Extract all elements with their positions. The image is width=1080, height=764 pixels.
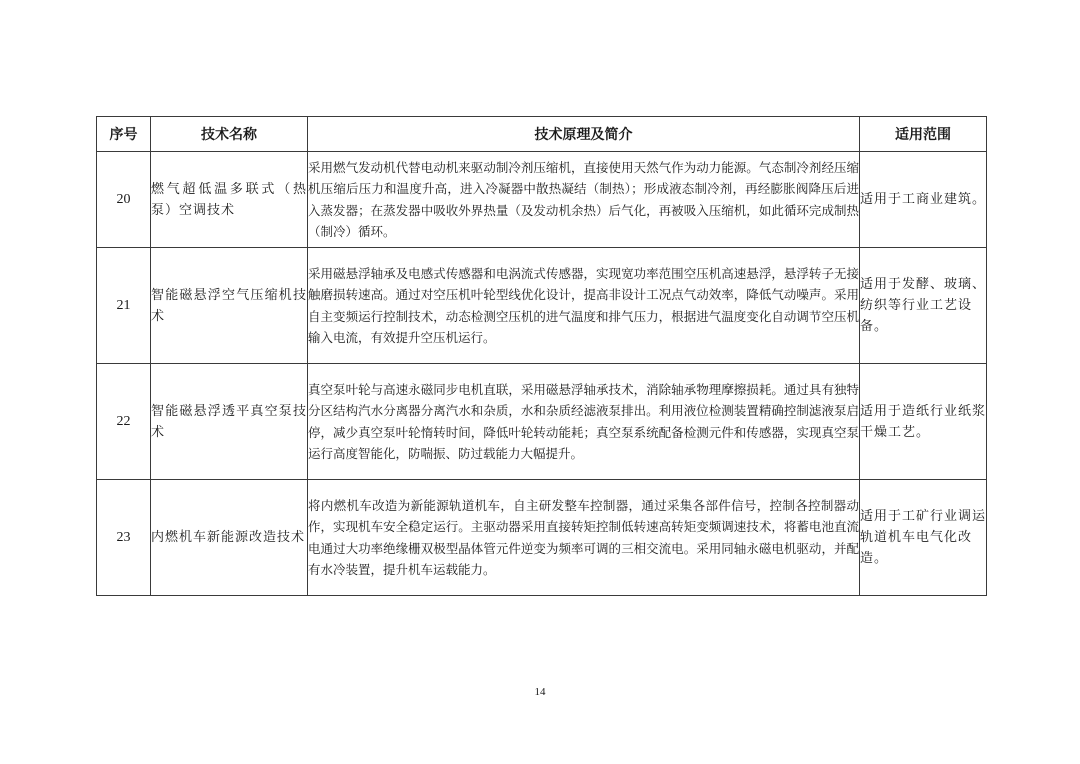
row-application-scope: 适用于工矿行业调运轨道机车电气化改造。 [860, 480, 987, 596]
table-header-row [97, 117, 987, 152]
header-technology-name: 技术名称 [151, 117, 308, 152]
row-application-scope: 适用于发酵、玻璃、纺织等行业工艺设备。 [860, 248, 987, 364]
row-serial-number: 22 [97, 364, 151, 480]
technology-table [96, 116, 987, 596]
row-application-scope: 适用于造纸行业纸浆干燥工艺。 [860, 364, 987, 480]
row-technology-name: 内燃机车新能源改造技术 [151, 480, 308, 596]
row-technology-name: 智能磁悬浮空气压缩机技术 [151, 248, 308, 364]
row-technology-name: 智能磁悬浮透平真空泵技术 [151, 364, 308, 480]
header-application-scope: 适用范围 [860, 117, 987, 152]
table-row [97, 152, 987, 248]
header-principle-description: 技术原理及简介 [308, 117, 860, 152]
table-row [97, 480, 987, 596]
table-row [97, 364, 987, 480]
row-technology-name: 燃气超低温多联式（热泵）空调技术 [151, 152, 308, 248]
row-serial-number: 20 [97, 152, 151, 248]
table-row [97, 248, 987, 364]
row-principle-description: 采用磁悬浮轴承及电感式传感器和电涡流式传感器，实现宽功率范围空压机高速悬浮，悬浮转子无接触磨损转速高。通过对空压机叶轮型线优化设计，提高非设计工况点气动效率，降低气动噪声。采用自主变频运行控制技术，动态检测空压机的进气温度和排气压力，根据进气温度变化自动调节空压机输入电流，有效提升空压机运行。 [308, 248, 860, 364]
row-principle-description: 真空泵叶轮与高速永磁同步电机直联，采用磁悬浮轴承技术，消除轴承物理摩擦损耗。通过具有独特分区结构汽水分离器分离汽水和杂质，水和杂质经滤液泵排出。利用液位检测装置精确控制滤液泵启停，减少真空泵叶轮惰转时间，降低叶轮转动能耗；真空泵系统配备检测元件和传感器，实现真空泵运行高度智能化，防喘振、防过载能力大幅提升。 [308, 364, 860, 480]
row-serial-number: 23 [97, 480, 151, 596]
row-principle-description: 采用燃气发动机代替电动机来驱动制冷剂压缩机，直接使用天然气作为动力能源。气态制冷剂经压缩机压缩后压力和温度升高，进入冷凝器中散热凝结（制热）；形成液态制冷剂，再经膨胀阀降压后进入蒸发器；在蒸发器中吸收外界热量（及发动机余热）后气化，再被吸入压缩机，如此循环完成制热（制冷）循环。 [308, 152, 860, 248]
row-serial-number: 21 [97, 248, 151, 364]
page-number: 14 [534, 686, 546, 698]
header-serial-number: 序号 [97, 117, 151, 152]
row-application-scope: 适用于工商业建筑。 [860, 152, 987, 248]
row-principle-description: 将内燃机车改造为新能源轨道机车，自主研发整车控制器，通过采集各部件信号，控制各控制器动作，实现机车安全稳定运行。主驱动器采用直接转矩控制低转速高转矩变频调速技术，将蓄电池直流电通过大功率绝缘栅双极型晶体管元件逆变为频率可调的三相交流电。采用同轴永磁电机驱动，并配有水冷装置，提升机车运载能力。 [308, 480, 860, 596]
